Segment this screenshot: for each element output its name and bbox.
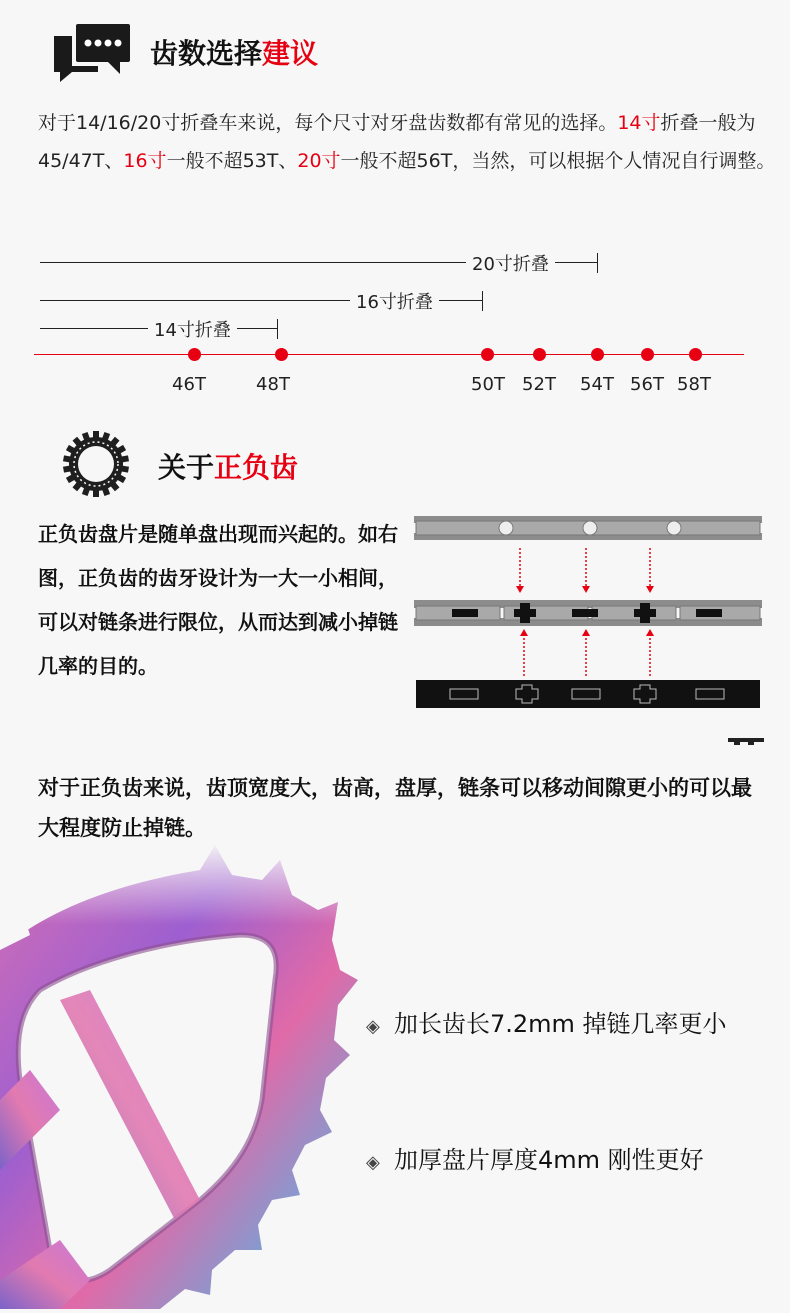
chain-engaged-view [414, 600, 762, 626]
para-text-2: 折叠一般为45/47T、 [38, 112, 756, 172]
narrow-wide-summary: 对于正负齿来说，齿顶宽度大，齿高，盘厚，链条可以移动间隙更小的可以最大程度防止掉链。 [38, 776, 752, 840]
tick-dot-48 [275, 348, 288, 361]
range-end-20 [597, 253, 598, 273]
tick-dot-58 [689, 348, 702, 361]
para-text-3: 一般不超53T、 [166, 150, 298, 172]
tooth-count-paragraph [38, 104, 778, 180]
tooth-axis-line [34, 354, 744, 355]
tick-label-50: 50T [471, 374, 505, 395]
title-highlight-2: 正负齿 [214, 451, 299, 484]
section-title-tooth-count [150, 32, 318, 72]
tick-dot-50 [481, 348, 494, 361]
tick-dot-56 [641, 348, 654, 361]
narrow-wide-paragraph: 正负齿盘片是随单盘出现而兴起的。如右图，正负齿的齿牙设计为一大一小相间，可以对链条进行限位，从而达到减小掉链几率的目的。 [38, 522, 398, 678]
range-end-16 [482, 291, 483, 311]
chainring-teeth-profile [416, 680, 760, 708]
chainring-icon [62, 430, 130, 498]
range-label-14: 14寸折叠 [148, 316, 237, 342]
tick-label-52: 52T [522, 374, 556, 395]
tick-label-54: 54T [580, 374, 614, 395]
title-plain: 齿数选择 [150, 37, 263, 70]
diamond-icon: ◈ [366, 1152, 380, 1173]
range-end-14 [277, 319, 278, 339]
title-plain-2: 关于 [158, 451, 215, 484]
tick-label-56: 56T [630, 374, 664, 395]
title-highlight: 建议 [262, 37, 319, 70]
tooth-range-chart [0, 240, 790, 410]
tick-label-48: 48T [256, 374, 290, 395]
chain-side-view [414, 516, 762, 540]
feature-item-thickness [366, 1140, 704, 1175]
para-red-2: 16寸 [123, 150, 167, 172]
para-text-1: 对于14/16/20寸折叠车来说，每个尺寸对牙盘齿数都有常见的选择。 [38, 112, 618, 134]
tick-dot-54 [591, 348, 604, 361]
para-text-4: 一般不超56T，当然，可以根据个人情况自行调整。 [340, 150, 776, 172]
chainring-product-image [0, 840, 360, 1309]
feature-text: 加长齿长7.2mm 掉链几率更小 [394, 1010, 727, 1038]
chat-bubble-icon [52, 22, 132, 84]
small-logo-mark [728, 738, 764, 745]
feature-text: 加厚盘片厚度4mm 刚性更好 [394, 1146, 704, 1174]
tick-dot-46 [188, 348, 201, 361]
tick-dot-52 [533, 348, 546, 361]
tick-label-46: 46T [172, 374, 206, 395]
chain-diagram [412, 506, 764, 746]
feature-item-tooth-length [366, 1004, 727, 1039]
para-red-1: 14寸 [617, 112, 661, 134]
diamond-icon: ◈ [366, 1016, 380, 1037]
tick-label-58: 58T [677, 374, 711, 395]
range-label-20: 20寸折叠 [466, 250, 555, 276]
range-label-16: 16寸折叠 [350, 288, 439, 314]
para-red-3: 20寸 [297, 150, 341, 172]
section-title-narrow-wide [158, 446, 298, 486]
